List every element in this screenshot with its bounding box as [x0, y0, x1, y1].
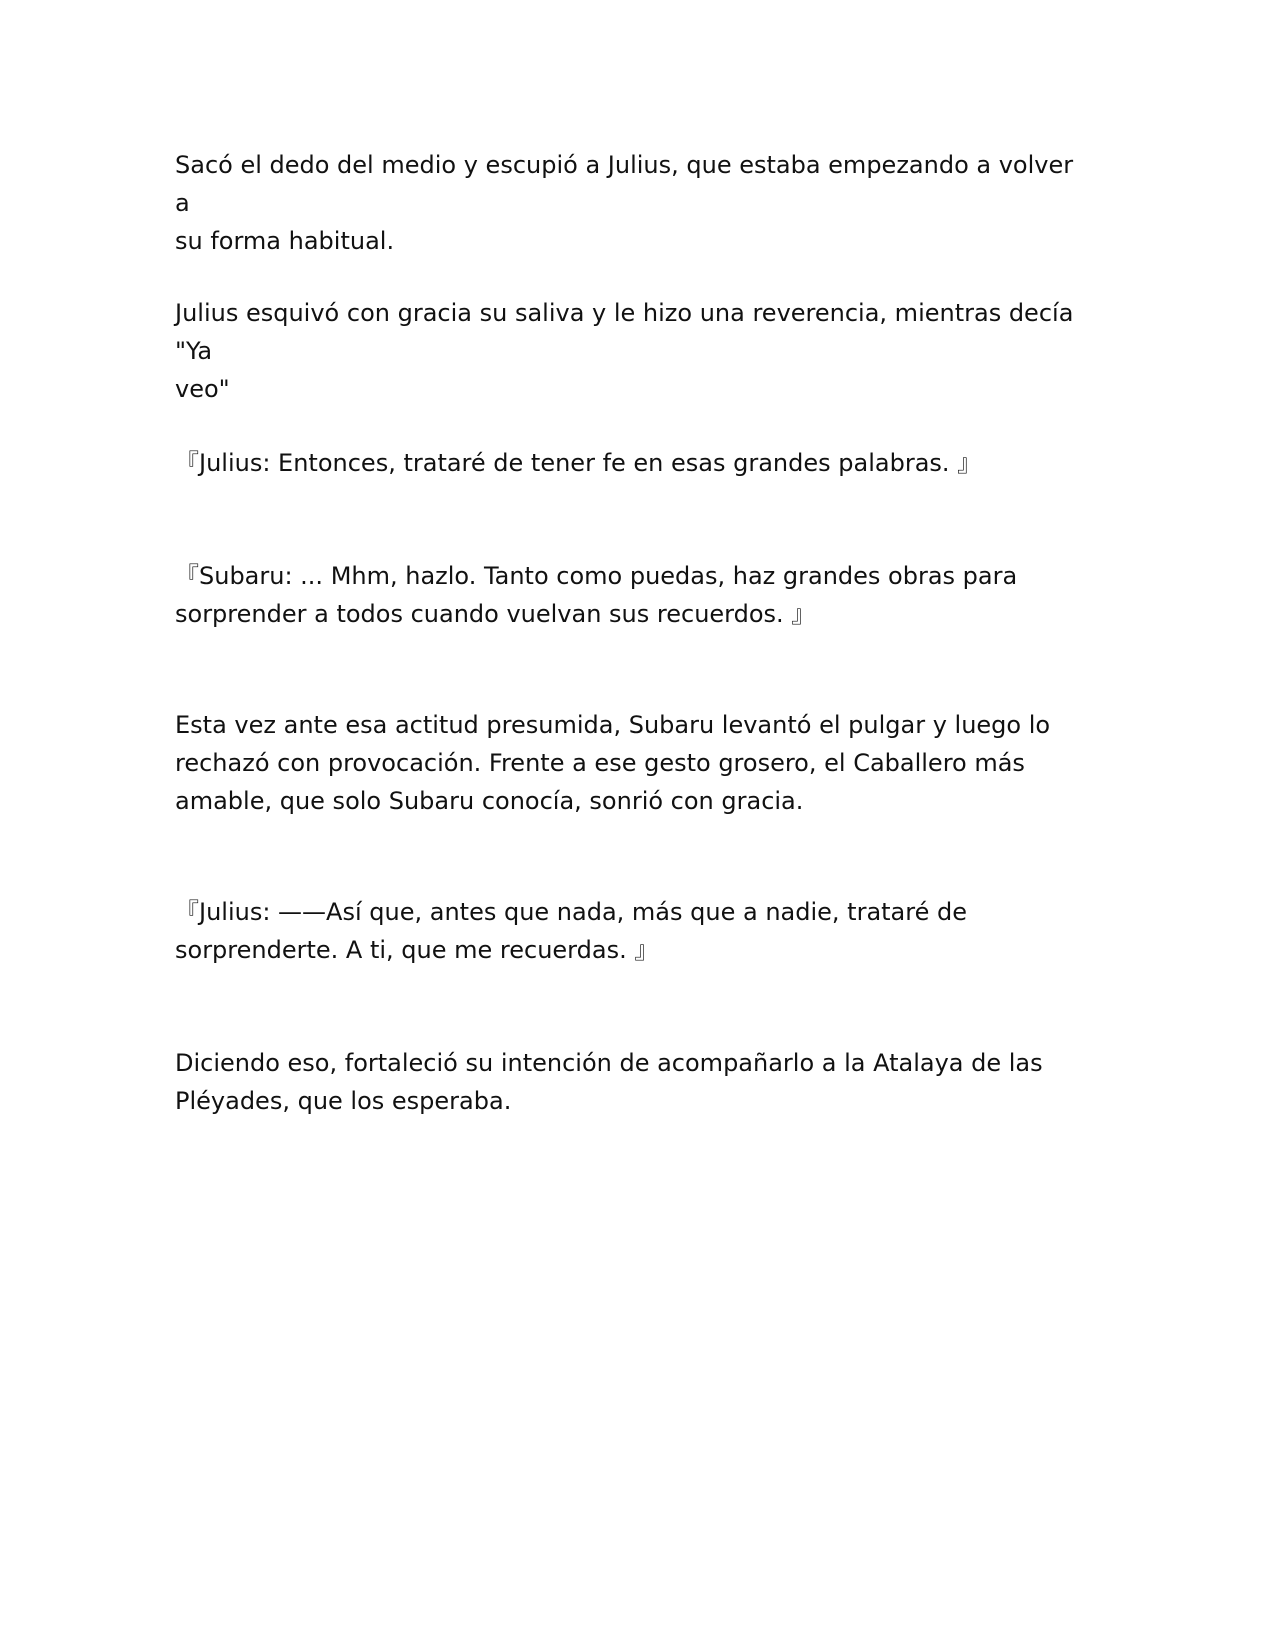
paragraph-dialogue-julius-2: 『Julius: ——Así que, antes que nada, más que a nadie, trataré de sorprenderte. A ti, que me recuerdas. 』	[175, 898, 967, 964]
paragraph-dialogue-julius-1: 『Julius: Entonces, trataré de tener fe en esas grandes palabras. 』	[175, 449, 982, 477]
paragraph-narration-4: Diciendo eso, fortaleció su intención de acompañarlo a la Atalaya de las Pléyades, que los esperaba.	[175, 1049, 1043, 1115]
paragraph-narration-1: Sacó el dedo del medio y escupió a Julius, que estaba empezando a volver a su forma habitual.	[175, 151, 1074, 255]
paragraph-dialogue-subaru: 『Subaru: ... Mhm, hazlo. Tanto como puedas, haz grandes obras para sorprender a todos cuando vuelvan sus recuerdos. 』	[175, 562, 1018, 628]
paragraph-narration-3: Esta vez ante esa actitud presumida, Subaru levantó el pulgar y luego lo rechazó con provocación. Frente a ese gesto grosero, el Caballero más amable, que solo Subaru conocía, sonrió con gracia.	[175, 711, 1051, 815]
paragraph-narration-2: Julius esquivó con gracia su saliva y le hizo una reverencia, mientras decía "Ya veo"	[175, 299, 1074, 403]
